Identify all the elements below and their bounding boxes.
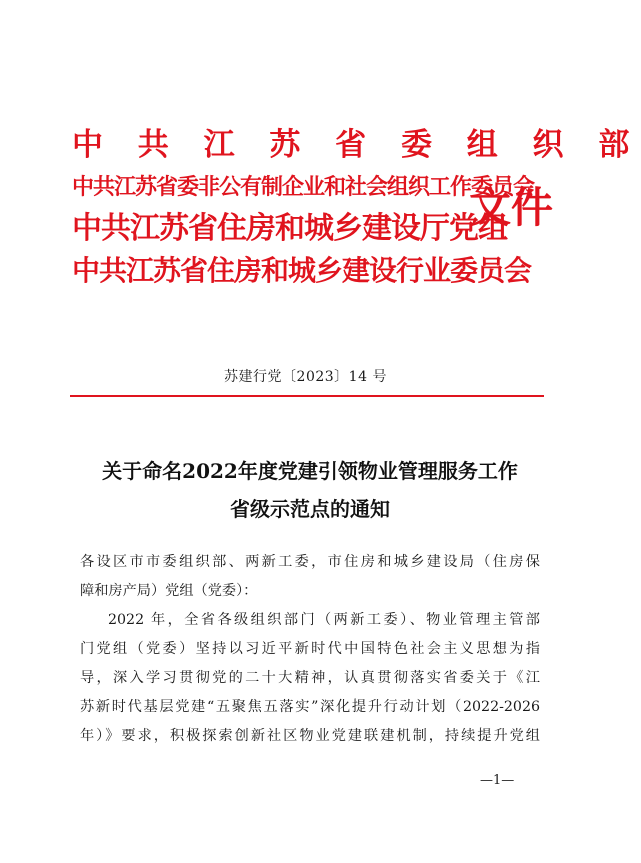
body-line: 2022 年，全省各级组织部门（两新工委）、物业管理主管部 [108, 612, 540, 628]
document-number: 苏建行党〔2023〕14 号 [224, 369, 387, 385]
body-line: 门党组（党委）坚持以习近平新时代中国特色社会主义思想为指 [80, 641, 540, 657]
body-paragraph [80, 606, 540, 751]
issuer-nonpublic-work-committee: 中共江苏省委非公有制企业和社会组织工作委员会 [72, 174, 535, 200]
addressee-line: 障和房产局）党组（党委）： [80, 583, 258, 599]
issuer-org-department: 中 共 江 苏 省 委 组 织 部 [72, 127, 641, 163]
document-body [80, 548, 540, 751]
page-number: —1— [480, 773, 515, 788]
body-line: 年）》要求，积极探索创新社区物业党建联建机制，持续提升党组 [80, 728, 540, 744]
red-divider-line [70, 395, 544, 397]
issuer-housing-industry-committee: 中共江苏省住房和城乡建设行业委员会 [72, 254, 532, 287]
addressee-line: 各设区市市委组织部、两新工委，市住房和城乡建设局（住房保 [80, 554, 540, 570]
body-line: 导，深入学习贯彻党的二十大精神，认真贯彻落实省委关于《江 [80, 670, 540, 686]
addressee-paragraph [80, 548, 540, 606]
document-type-label: 文件 [469, 183, 554, 232]
body-line: 苏新时代基层党建“五聚焦五落实”深化提升行动计划（2022-2026 [80, 699, 540, 715]
title-line-2: 省级示范点的通知 [230, 497, 390, 521]
document-title [60, 452, 560, 528]
title-line-1: 关于命名2022年度党建引领物业管理服务工作 [102, 459, 518, 483]
issuer-housing-department-party-group: 中共江苏省住房和城乡建设厅党组 [72, 211, 507, 246]
